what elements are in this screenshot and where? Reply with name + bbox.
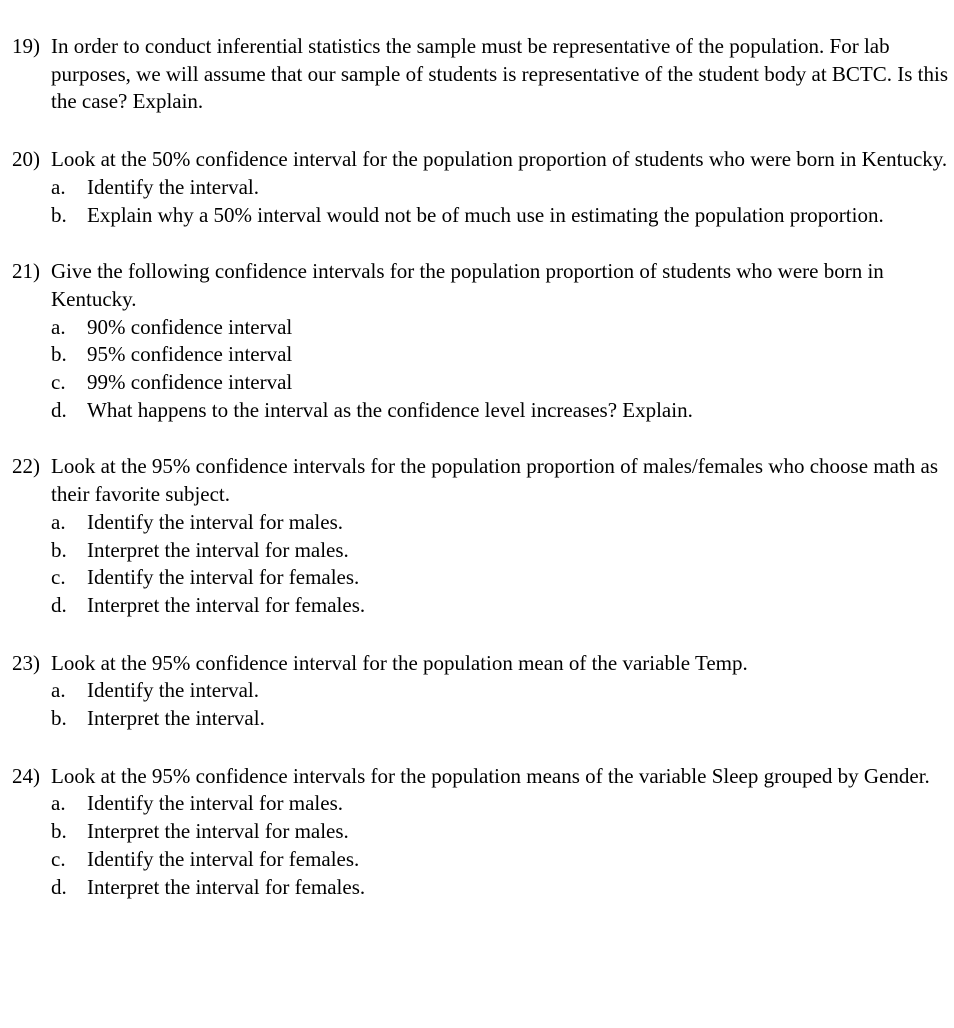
question-number: 21) bbox=[12, 259, 40, 284]
sub-question bbox=[51, 818, 950, 846]
sub-question-letter: b. bbox=[51, 537, 67, 562]
sub-question-letter: c. bbox=[51, 565, 66, 590]
sub-question-text: Interpret the interval for females. bbox=[87, 592, 366, 617]
sub-question bbox=[51, 564, 950, 592]
sub-question-letter: b. bbox=[51, 706, 67, 731]
question-text: Look at the 95% confidence interval for the population mean of the variable Temp. bbox=[51, 650, 748, 675]
question-21 bbox=[12, 258, 950, 424]
question-text: Give the following confidence intervals for the population proportion of students who were born in Kentucky. bbox=[51, 259, 884, 311]
question-text: Look at the 50% confidence interval for the population proportion of students who were born in Kentucky. bbox=[51, 147, 948, 172]
sub-question-text: Identify the interval. bbox=[87, 174, 260, 199]
sub-question bbox=[51, 790, 950, 818]
sub-question-list bbox=[51, 314, 950, 425]
sub-question-letter: a. bbox=[51, 509, 66, 534]
sub-question bbox=[51, 341, 950, 369]
sub-question-text: Interpret the interval for females. bbox=[87, 874, 366, 899]
sub-question-text: Identify the interval. bbox=[87, 678, 260, 703]
sub-question bbox=[51, 592, 950, 620]
sub-question-list bbox=[51, 790, 950, 901]
sub-question-letter: b. bbox=[51, 819, 67, 844]
sub-question-text: Identify the interval for females. bbox=[87, 846, 360, 871]
sub-question-text: Identify the interval for females. bbox=[87, 565, 360, 590]
sub-question-text: Explain why a 50% interval would not be of much use in estimating the population proportion. bbox=[87, 202, 884, 227]
sub-question-text: What happens to the interval as the confidence level increases? Explain. bbox=[87, 397, 693, 422]
question-text: Look at the 95% confidence intervals for the population proportion of males/females who choose math as their favorite subject. bbox=[51, 454, 938, 507]
sub-question-text: Identify the interval for males. bbox=[87, 509, 343, 534]
sub-question bbox=[51, 537, 950, 565]
sub-question-text: Interpret the interval for males. bbox=[87, 819, 349, 844]
sub-question-letter: b. bbox=[51, 342, 67, 367]
sub-question bbox=[51, 202, 950, 230]
sub-question-letter: d. bbox=[51, 874, 67, 899]
sub-question-letter: a. bbox=[51, 678, 66, 703]
sub-question-letter: a. bbox=[51, 791, 66, 816]
question-text: Look at the 95% confidence intervals for the population means of the variable Sleep grouped by Gender. bbox=[51, 763, 930, 788]
question-text: In order to conduct inferential statistics the sample must be representative of the population. For lab purposes, we will assume that our sample of students is representative of the student body at BCTC. Is this the case? Explain. bbox=[51, 34, 949, 114]
sub-question-letter: b. bbox=[51, 202, 67, 227]
sub-question-letter: d. bbox=[51, 397, 67, 422]
question-24 bbox=[12, 763, 950, 902]
question-20 bbox=[12, 146, 950, 229]
sub-question-text: Interpret the interval. bbox=[87, 706, 265, 731]
question-number: 24) bbox=[12, 763, 40, 788]
question-19 bbox=[12, 33, 950, 116]
sub-question-text: Interpret the interval for males. bbox=[87, 537, 349, 562]
sub-question bbox=[51, 369, 950, 397]
question-number: 23) bbox=[12, 650, 40, 675]
sub-question-text: 90% confidence interval bbox=[87, 314, 293, 339]
sub-question-letter: a. bbox=[51, 174, 66, 199]
sub-question-letter: a. bbox=[51, 314, 66, 339]
sub-question bbox=[51, 397, 950, 425]
sub-question bbox=[51, 705, 950, 733]
sub-question-letter: c. bbox=[51, 846, 66, 871]
question-22 bbox=[12, 453, 950, 619]
sub-question-list bbox=[51, 677, 950, 732]
sub-question bbox=[51, 314, 950, 342]
sub-question bbox=[51, 677, 950, 705]
question-number: 20) bbox=[12, 147, 40, 172]
question-23 bbox=[12, 650, 950, 733]
sub-question-letter: c. bbox=[51, 370, 66, 395]
sub-question-text: 95% confidence interval bbox=[87, 342, 293, 367]
sub-question-list bbox=[51, 509, 950, 620]
sub-question-text: Identify the interval for males. bbox=[87, 791, 343, 816]
question-number: 22) bbox=[12, 454, 40, 479]
sub-question-text: 99% confidence interval bbox=[87, 370, 293, 395]
sub-question bbox=[51, 509, 950, 537]
question-number: 19) bbox=[12, 34, 40, 58]
sub-question bbox=[51, 174, 950, 202]
sub-question bbox=[51, 846, 950, 874]
sub-question bbox=[51, 874, 950, 902]
sub-question-letter: d. bbox=[51, 592, 67, 617]
sub-question-list bbox=[51, 174, 950, 229]
